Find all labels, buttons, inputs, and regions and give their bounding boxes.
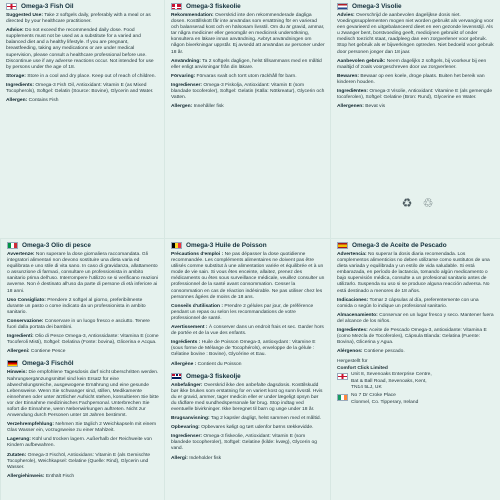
advice: Advice: Do not exceed the recommended daily dose. Food supplements must not be used as a substitute for a varied and balanced diet and a healthy lifestyle. If you are pregnant, breastfeeding, taking any medications or are under medical supervision, please consult a healthcare professional before use. Discontinue use if any adverse reactions occur. Not intended for use by persons under the age of 18. (6, 28, 154, 70)
section-title: Omega-3 fiskeolie (186, 3, 241, 10)
section-french-norwegian (164, 238, 330, 500)
company-name: Comfort Click Limited (337, 365, 388, 371)
ie-address (337, 393, 432, 406)
precautions: Précautions d'emploi : Ne pas dépasser la dose quotidienne recommandée. Les compléments alimentaires ne doivent pas être utilisés comme substitut à une alimentation variée et équilibrée et à un mode de vie sain. Si vous êtes enceinte, allaitez, prenez des médicaments ou êtes sous surveillance médicale, veuillez consulter un professionnel de la santé avant consommation. Cesser la consommation en cas de réaction indésirable. Ne pas utiliser chez les personnes âgées de moins de 18 ans. (171, 252, 325, 300)
recommendation: Anbefalinger: Overskrid ikke den anbefalte dagsdosis. Kosttilskudd bør ikke brukes som erstatning for en variert kost og sunn livsstil. Hvis du er gravid, ammer, tager medicin eller er under lægeligt opsyn bør du rådføre med sundhedspersonale før brug. Stop indtag ved eventuelle bivirkninger. Ikke beregnet til barn og unge under 18 år. (171, 382, 323, 412)
address-line: Clonmel, Co. Tipperary, Ireland (351, 399, 419, 405)
usage: Användning: Ta 2 softgels dagligen, helst tillsammans med en måltid eller enligt anvisningar från din läkare. (171, 58, 322, 70)
section-spanish (330, 238, 500, 500)
allergen: Allergi: Indeholder fisk (171, 455, 222, 461)
usage: Conseils d'utilisation : Prendre 2 gélules par jour, de préférence pendant un repas ou selon les recommandations de votre professionnel de santé. (171, 303, 314, 321)
allergen: Allergen: Contains Fish (6, 98, 59, 104)
made-for-label: Hergestellt für (337, 359, 368, 365)
section-header (7, 360, 159, 367)
section-header (171, 242, 325, 249)
ingredients: Ingredienser: Omega-3 fiskeolie, Antioxidant: Vitamin E (som blandede tocopheroler), Softgel: Gelatine (kilde: kvæg), Glycerin og vand. (171, 434, 317, 452)
manufacturer-address (337, 359, 432, 406)
section-title: Omega-3 Olio di pesce (22, 242, 91, 249)
section-title: Omega-3 de Aceite de Pescado (352, 242, 447, 249)
uk-address (337, 372, 432, 391)
spain-flag-icon (337, 242, 348, 249)
suggested-use: Suggested Use: Take 2 softgels daily, preferably with a meal or as directed by your healthcare practitioner. (6, 13, 151, 25)
section-danish (164, 0, 330, 238)
usage: Uso Consigliato: Prendere 2 softgel al giorno, preferibilmente durante un pasto o come indicato da un professionista in ambito sanitario. (7, 297, 146, 315)
advice: Avvertenze: Non superare la dose giornaliera raccomandata. Gli integratori alimentari non devono sostituire una dieta varia ed equilibrata e uno stile di vita sano. In caso di gravidanza, allattamento o assunzione di farmaci, consultare un professionista in ambito sanitario prima dell'uso. Interrompere l'utilizzo se si verificano reazioni avverse. Non è destinato all'uso da parte di persone di età inferiore ai 18 anni. (7, 252, 159, 294)
section-title: Omega-3 Huile de Poisson (186, 242, 267, 249)
allergen: Allergène : Contient du Poisson (171, 361, 242, 367)
section-header (337, 242, 495, 249)
italy-flag-icon (7, 242, 18, 249)
section-english (0, 0, 164, 238)
storage: Opbevaring: Opbevares køligt og tørt udenfor børns rækkevidde. (171, 425, 314, 431)
section-title: Omega-3 Fischöl (22, 360, 74, 368)
section-header (171, 373, 325, 380)
ingredients: Ingredienser: Omega-3 Fiskolja, Antioxidant: Vitamin E (som blandade tocoferoler), Softgel: Gelatin (Källa: Nötkreatur), Glycerin och Vatten. (171, 82, 325, 101)
denmark-flag-icon (171, 3, 182, 10)
storage: Förvaring: Förvaras svalt och torrt utom räckhåll för barn. (171, 73, 297, 79)
belgium-flag-icon (171, 242, 182, 249)
manufacturer-block (337, 359, 495, 406)
section-italian-german (0, 238, 164, 500)
storage: Storage: Store in a cool and dry place. Keep out of reach of children. (6, 73, 156, 79)
norway-flag-icon (171, 373, 182, 380)
recycling-symbols (400, 197, 435, 209)
section-title: Omega-3 Visolie (352, 3, 402, 10)
usage: Aanbevolen gebruik: Neem dagelijks 2 softgels, bij voorkeur bij een maaltijd of zoals voorgeschreven door uw zorgverlener. (337, 58, 487, 70)
allergen: Alérgenos: Contiene pescado. (337, 349, 405, 355)
warning: Avertissement : À conserver dans un endroit frais et sec. Garder hors de portée et de la vue des enfants. (171, 325, 324, 337)
ingredients: Ingredientes: Aceite de Pescado Omega-3, antioxidante: Vitamina E (como Mezcla de Tocoferoles), Cápsula Blanda: Gelatina (Fuente: Bovina), Glicerina y Agua. (337, 328, 487, 346)
allergen: Allergen: Innehåller fisk (171, 104, 224, 110)
uk-flag-icon (6, 3, 17, 10)
address-line: TN14 5LJ, UK (351, 385, 382, 391)
storage: Almacenamiento: Conservar en un lugar fresco y seco. Mantener fuera del alcance de los niños. (337, 312, 494, 324)
storage: Lagerung: Kühl und trocken lagern. Außerhalb der Reichweite von Kindern aufbewahren. (7, 437, 152, 449)
section-title: Omega-3 fiskeolje (186, 372, 241, 380)
allergen: Allergiehinweis: Enthält Fisch (7, 473, 75, 479)
advice: Advies: Overschrijd de aanbevolen dagelijkse dosis niet. Voedingssupplementen mogen niet worden gebruikt als vervanging voor een gevarieerd en uitgebalanceerd dieet en een gezonde levensstijl. Als u zwanger bent, borstvoeding geeft, medicijnen gebruikt of onder medisch toezicht staat, raadpleeg dan een zorgverlener voor gebruik. Stop het gebruik als er bijwerkingen optreden. Niet bedoeld voor gebruik door personen jonger dan 18 jaar. (337, 13, 494, 55)
ingredients: Ingrédients : Huile de Poisson Omega-3, antioxydant : Vitamine E (sous forme de Mélange de Tocophérols), enveloppe de la gélule : Gélatine bovine : Bovine), Glycérine et Eau. (171, 340, 316, 358)
ingredients: Ingredients: Omega-3 Fish Oil, Antioxidant: Vitamin E (as Mixed Tocopherols), Softgel: Gelatin (Source: Bovine), Glycerin and Water. (6, 82, 154, 95)
recycle-icon: ♻ (401, 196, 413, 210)
usage: Brugsanvisning: Tag 2 kapsler dagligt, helst sammen med et måltid. (171, 416, 321, 422)
ingredients: Ingrediënten: Omega-3 Visolie, Antioxidant: Vitamine E (als gemengde tocoferolen), Softgel: Gelatine (Bron: Rund), Glycerine en Water. (337, 89, 493, 101)
section-title: Omega-3 Fish Oil (21, 3, 74, 10)
usage: Verzehrempfehlung: Nehmen Sie täglich 2 Weichkapseln mit einem Glas Wasser ein, vorzugsweise zu einer Mahlzeit. (7, 422, 157, 434)
section-header (6, 3, 159, 10)
netherlands-flag-icon (337, 3, 348, 10)
hint: Hinweis: Die empfohlene Tagesdosis darf nicht überschritten werden. Nahrungsergänzungsmittel sind kein Ersatz für eine abwechslungsreiche, ausgewogene Ernährung und eine gesunde Lebensweise. Wenn Sie schwanger sind, stillen, Medikamente einnehmen oder unter ärztlicher Aufsicht stehen, konsultieren Sie bitte vor der Einnahme medizinisches Fachpersonal. Unterbrechen Sie sofort die Einnahme, wenn Nebenwirkungen auftreten. Nicht zur Anwendung durch Personen unter 18 Jahren bestimmt. (7, 370, 159, 419)
allergen: Allergeni: Contiene Pesce (7, 349, 66, 355)
address-line: No 7 Dr Croke Place (351, 393, 396, 399)
ingredients: Zutaten: Omega-3 Fischöl, Antioxidans: Vitamin E (als Gemischte Tocopherole), Weichkapsel: Gelatine (Quelle: Rind), Glycerin und Wasser. (7, 452, 151, 470)
ireland-flag-icon (337, 394, 348, 401)
recommendation: Rekommendation: Overskrid inte den rekommenderade dagliga dosen. Kosttillskott får inte användas som ersättning för en varierad och balanserad kost och en hälsosam livsstil. Om du är gravid, ammar, tar några mediciner eller genomgår en medicinsk undersökning, konsultera en läkare innan användning. Avbryt användningen om någon biverkningar uppstår. Ej avsedd att användas av personer under 18 år. (171, 13, 325, 55)
disposal-icon: ♲ (422, 196, 434, 210)
allergen: Allergenen: Bevat vis (337, 104, 386, 110)
storage: Conservazione: Conservare in un luogo fresco e asciutto. Tenere fuori dalla portata dei bambini. (7, 318, 150, 331)
address-line: Bat & Ball Road, Sevenoaks, Kent, (351, 378, 427, 384)
address-line: Unit 8, Sevenoaks Enterprise Centre, (351, 372, 432, 378)
section-header (171, 3, 325, 10)
indications: Indicaciones: Tomar 2 cápsulas al día, preferentemente con una comida o según lo indique un profesional sanitario. (337, 297, 479, 309)
uk-flag-icon (337, 373, 348, 380)
storage: Bewaren: Bewaar op een koele, droge plaats. Buiten het bereik van kinderen houden. (337, 73, 485, 85)
ingredients: Ingredienti: Olio di Pesce Omega-3, Antiossidante: Vitamina E (come Tocoferoli Misti), Softgel: Gelatina (Fonte: bovina), Glicerina e Acqua. (7, 334, 159, 346)
warning: Advertencia: No superar la dosis diaria recomendada. Los complementos alimenticios no deben utilizarse como sustitutos de una dieta variada y equilibrada y un estilo de vida saludable. Si está embarazada, en período de lactancia, tomando algún medicamento o bajo supervisión médica, consulte a un profesional sanitario antes de utilizarlo. Suspenda su uso si se produce alguna reacción adversa. No está destinado a menores de 18 años. (337, 252, 490, 294)
section-header (337, 3, 495, 10)
germany-flag-icon (7, 360, 18, 367)
section-header (7, 242, 159, 249)
